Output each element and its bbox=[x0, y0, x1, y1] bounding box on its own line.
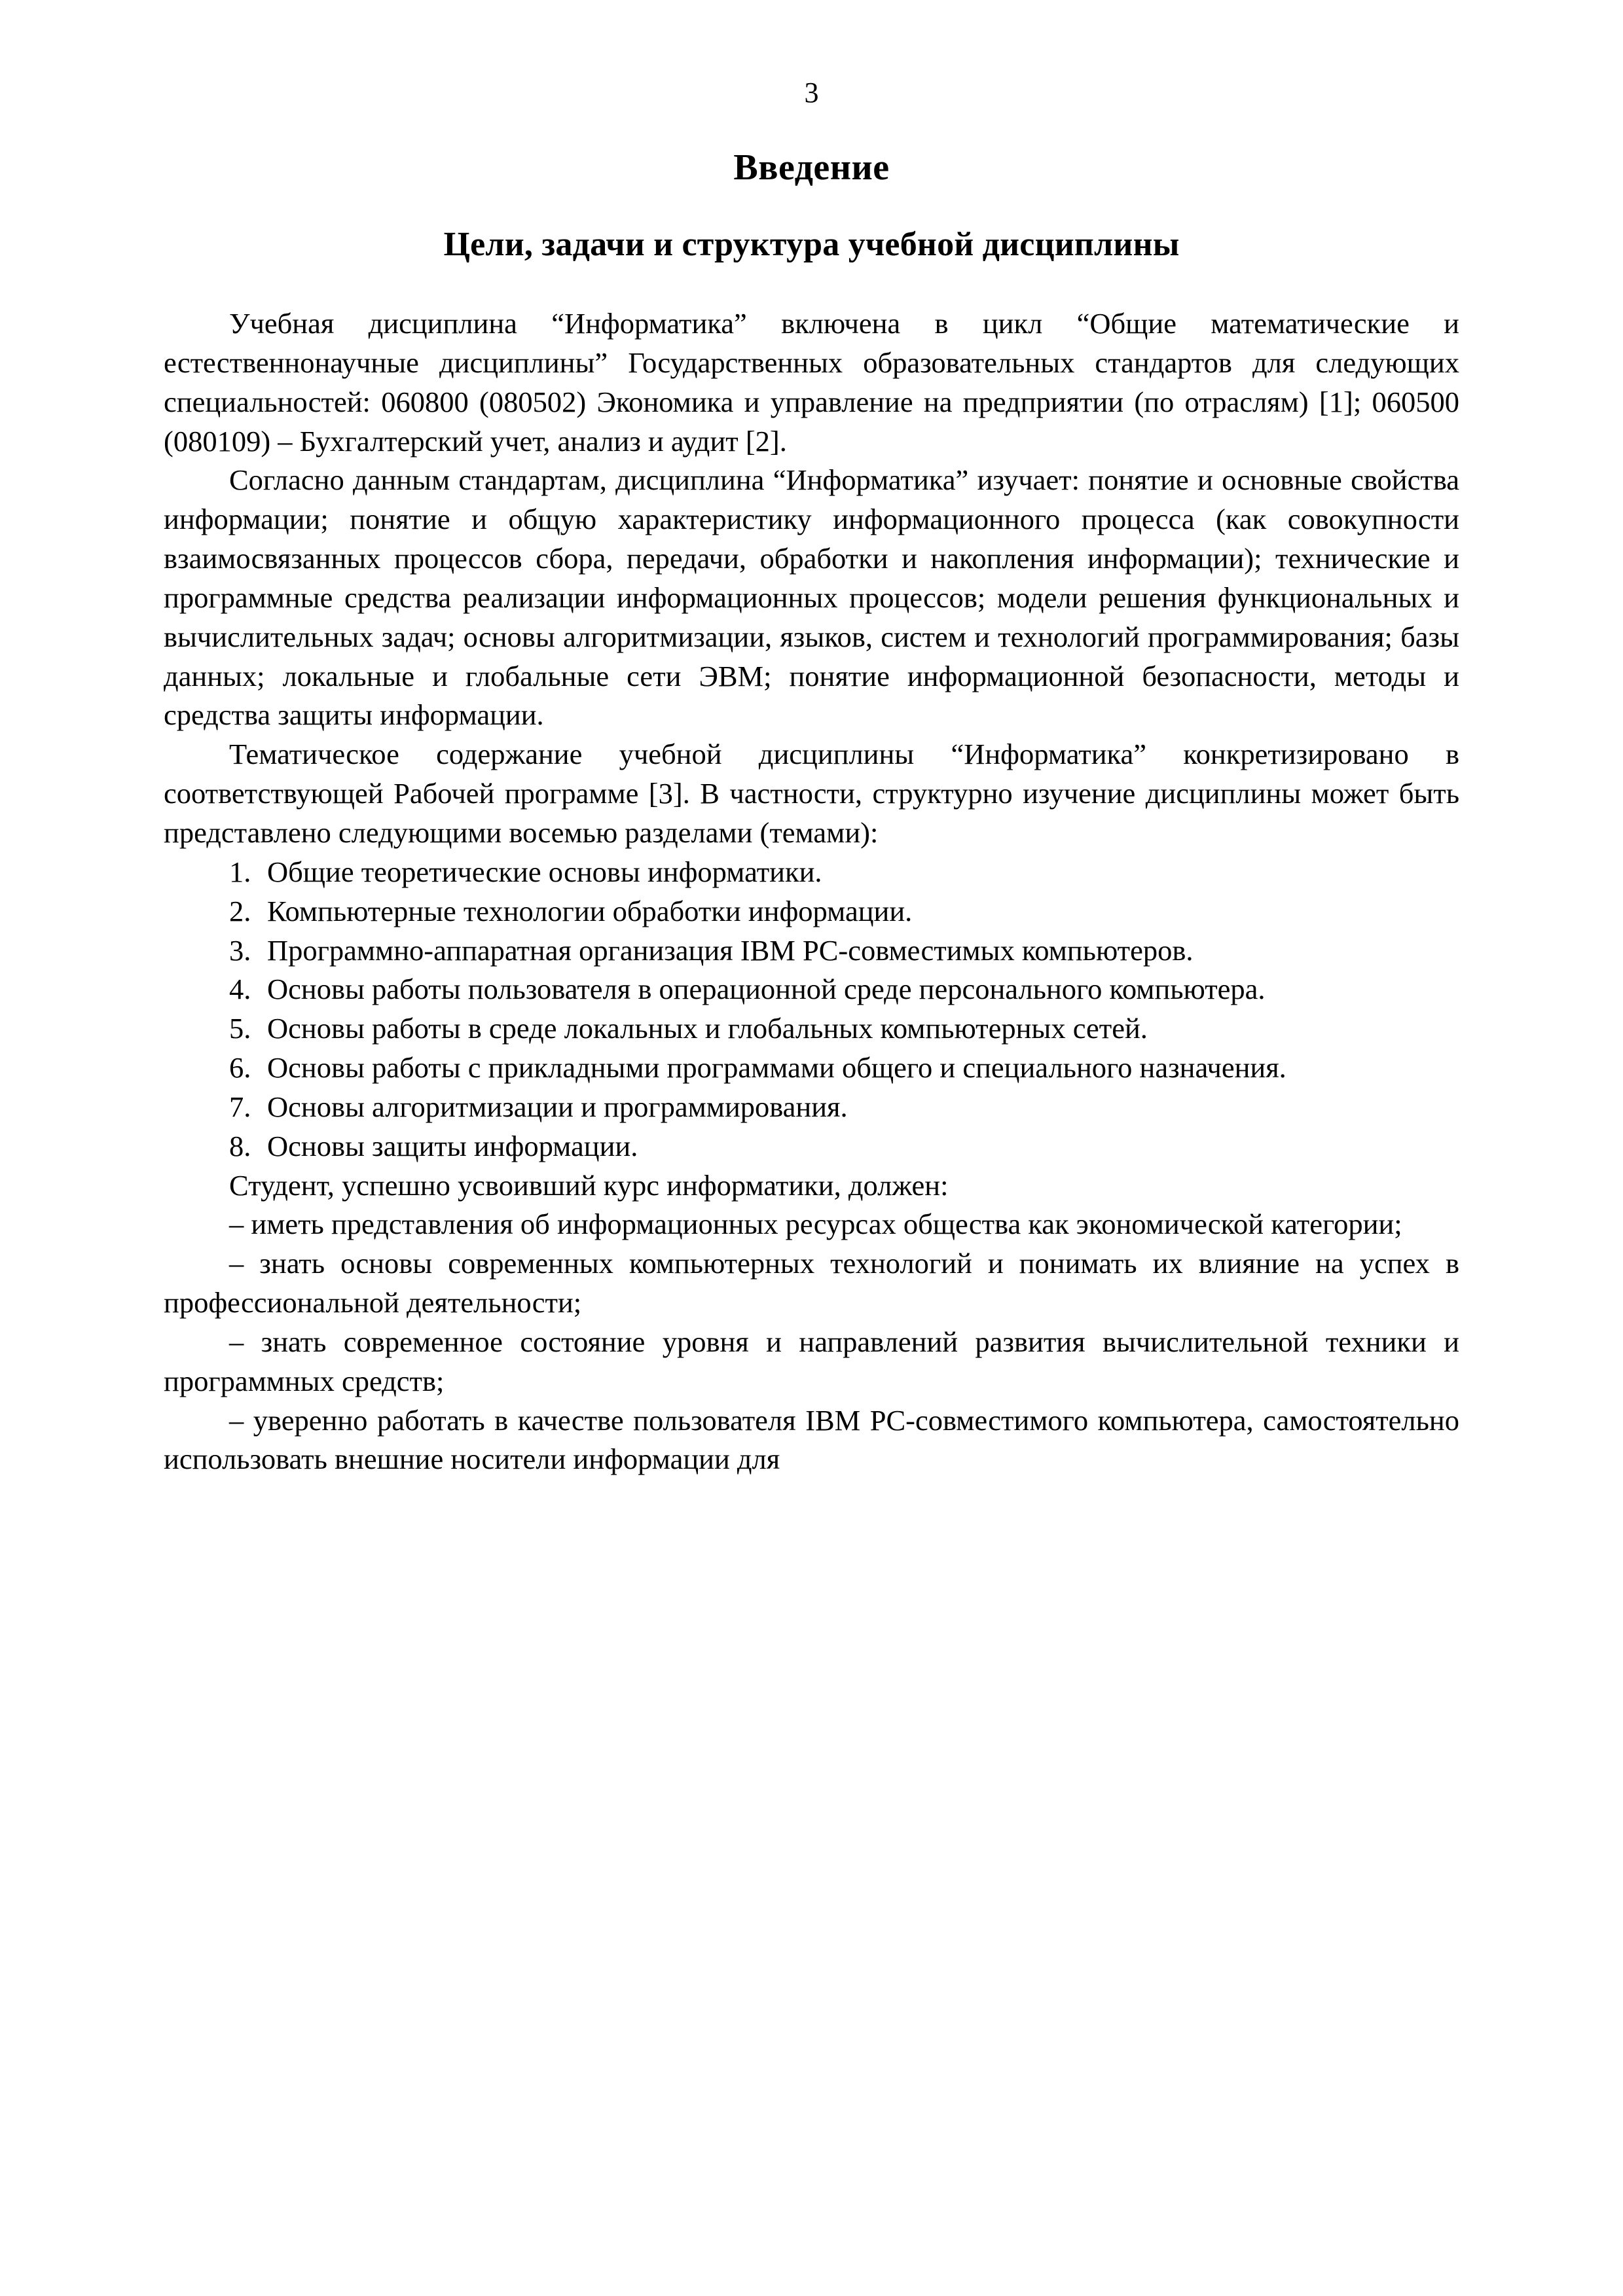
list-item-label: Основы защиты информации. bbox=[267, 1129, 638, 1162]
list-item bbox=[164, 1049, 1459, 1088]
list-item-number: 5. bbox=[229, 1012, 251, 1045]
topics-list bbox=[164, 853, 1459, 1166]
list-item-number: 1. bbox=[229, 855, 251, 888]
list-item-number: 2. bbox=[229, 894, 251, 927]
page-number: 3 bbox=[804, 77, 819, 109]
list-item bbox=[164, 1088, 1459, 1127]
requirement-item: – знать основы современных компьютерных технологий и понимать их влияние на успех в профессиональной деятельности; bbox=[164, 1247, 1459, 1319]
list-item-number: 3. bbox=[229, 933, 251, 967]
list-item-number: 6. bbox=[229, 1051, 251, 1085]
list-item bbox=[164, 853, 1459, 892]
paragraph-student-requirements-lead: Студент, успешно усвоивший курс информатики, должен: bbox=[229, 1168, 949, 1202]
list-item-number: 4. bbox=[229, 973, 251, 1006]
paragraph-discipline-scope: Согласно данным стандартам, дисциплина “Информатика” изучает: понятие и основные свойства информации; понятие и общую характеристику информационного процесса (как совокупности взаимосвязанных процессов сбора, передачи, обработки и накопления информации); технические и программные средства реализации информационных процессов; модели решения функциональных и вычислительных задач; основы алгоритмизации, языков, систем и технологий программирования; базы данных; локальные и глобальные сети ЭВМ; понятие информационной безопасности, методы и средства защиты информации. bbox=[164, 463, 1459, 732]
section-subtitle: Цели, задачи и структура учебной дисциплины bbox=[443, 226, 1180, 263]
paragraph-thematic-content: Тематическое содержание учебной дисциплины “Информатика” конкретизировано в соответствующей Рабочей программе [3]. В частности, структурно изучение дисциплины может быть представлено следующими восемью разделами (темами): bbox=[164, 738, 1459, 849]
paragraph-intro-standards: Учебная дисциплина “Информатика” включена в цикл “Общие математические и естественнонаучные дисциплины” Государственных образовательных стандартов для следующих специальностей: 060800 (080502) Экономика и управление на предприятии (по отраслям) [1]; 060500 (080109) – Бухгалтерский учет, анализ и аудит [2]. bbox=[164, 307, 1459, 457]
list-item-label: Компьютерные технологии обработки информации. bbox=[267, 894, 913, 927]
list-item-label: Основы работы с прикладными программами общего и специального назначения. bbox=[267, 1051, 1286, 1085]
list-item-number: 7. bbox=[229, 1090, 251, 1123]
list-item-label: Основы алгоритмизации и программирования. bbox=[267, 1090, 848, 1123]
list-item-label: Основы работы в среде локальных и глобальных компьютерных сетей. bbox=[267, 1012, 1148, 1045]
list-item bbox=[164, 892, 1459, 931]
requirement-item: – уверенно работать в качестве пользователя IBM PC-совместимого компьютера, самостоятельно использовать внешние носители информации для bbox=[164, 1403, 1459, 1476]
list-item-label: Общие теоретические основы информатики. bbox=[267, 855, 822, 888]
list-item bbox=[164, 1127, 1459, 1166]
requirement-item: – иметь представления об информационных ресурсах общества как экономической категории; bbox=[229, 1208, 1402, 1241]
list-item bbox=[164, 1009, 1459, 1049]
requirement-item: – знать современное состояние уровня и направлений развития вычислительной техники и программных средств; bbox=[164, 1325, 1459, 1397]
list-item bbox=[164, 970, 1459, 1009]
list-item-label: Программно-аппаратная организация IBM PC-совместимых компьютеров. bbox=[267, 933, 1194, 967]
page-title: Введение bbox=[733, 147, 890, 188]
list-item-label: Основы работы пользователя в операционной среде персонального компьютера. bbox=[267, 973, 1266, 1006]
list-item bbox=[164, 931, 1459, 971]
list-item-number: 8. bbox=[229, 1129, 251, 1162]
